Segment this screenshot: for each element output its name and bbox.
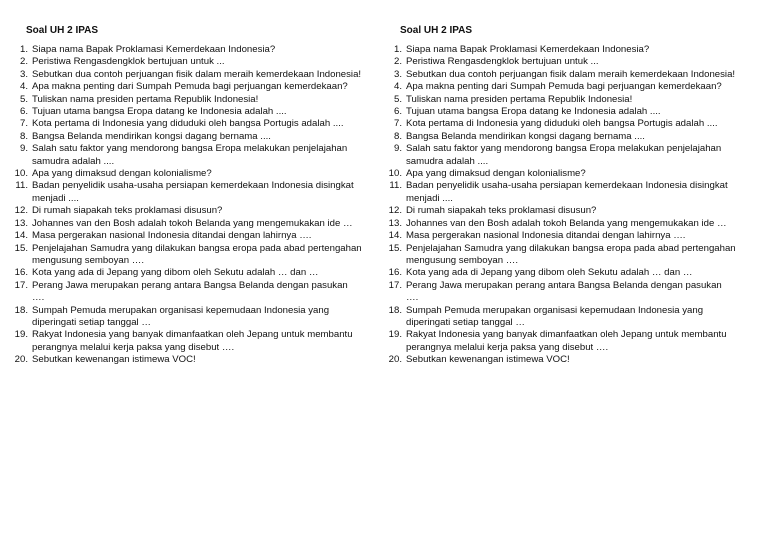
question-text: Apa makna penting dari Sumpah Pemuda bagi perjuangan kemerdekaan? [32,81,348,93]
list-item [384,354,736,366]
question-text: Rakyat Indonesia yang banyak dimanfaatkan oleh Jepang untuk membantu perangnya melalui kerja paksa yang disebut …. [32,329,353,353]
list-item [384,81,736,93]
question-sheet-left [10,24,362,367]
question-text: Tuliskan nama presiden pertama Republik Indonesia! [32,93,259,105]
question-text: Apa yang dimaksud dengan kolonialisme? [406,168,586,180]
question-number: 11. [15,180,28,192]
list-item [10,354,362,366]
question-number: 15. [14,242,28,254]
question-number: 19. [388,329,402,341]
question-number: 3. [393,68,402,80]
question-text: Johannes van den Bosh adalah tokoh Belanda yang mengemukakan ide … [32,217,353,229]
list-item [10,81,362,93]
question-text: Kota pertama di Indonesia yang diduduki oleh bangsa Portugis adalah .... [32,118,344,130]
list-item [10,56,362,68]
question-text: Tuliskan nama presiden pertama Republik Indonesia! [406,93,633,105]
question-text: Rakyat Indonesia yang banyak dimanfaatkan oleh Jepang untuk membantu perangnya melalui kerja paksa yang disebut …. [406,329,727,353]
list-item [384,131,736,143]
question-text: Masa pergerakan nasional Indonesia ditandai dengan lahirnya …. [406,230,686,242]
question-number: 4. [19,81,28,93]
question-number: 16. [14,267,28,279]
list-item [10,243,362,268]
question-text: Perang Jawa merupakan perang antara Bangsa Belanda dengan pasukan …. [406,279,722,304]
question-sheet-right [384,24,736,367]
list-item [10,94,362,106]
question-number: 7. [393,118,402,130]
list-item [10,118,362,130]
sheet-title: Soal UH 2 IPAS [26,25,99,36]
question-text: Bangsa Belanda mendirikan kongsi dagang bernama .... [32,130,271,142]
question-text: Sebutkan dua contoh perjuangan fisik dalam meraih kemerdekaan Indonesia! [406,68,736,80]
question-text: Siapa nama Bapak Proklamasi Kemerdekaan Indonesia? [406,44,650,55]
question-number: 13. [388,217,402,229]
question-list [10,44,362,367]
question-text: Johannes van den Bosh adalah tokoh Belanda yang mengemukakan ide … [406,217,727,229]
question-list [384,44,736,367]
question-number: 2. [19,56,28,68]
question-number: 18. [388,304,402,316]
question-number: 19. [14,329,28,341]
list-item [10,280,362,305]
question-number: 1. [393,44,402,55]
question-text: Penjelajahan Samudra yang dilakukan bangsa eropa pada abad pertengahan mengusung semboyan …. [406,242,736,266]
list-item [384,329,736,354]
question-number: 11. [389,180,402,192]
question-text: Peristiwa Rengasdengklok bertujuan untuk ... [406,56,599,68]
question-number: 17. [14,279,28,291]
question-text: Siapa nama Bapak Proklamasi Kemerdekaan Indonesia? [32,44,276,55]
question-text: Sebutkan kewenangan istimewa VOC! [406,354,570,366]
question-number: 8. [19,130,28,142]
question-number: 12. [14,205,28,217]
list-item [10,180,362,205]
list-item [384,243,736,268]
question-text: Kota yang ada di Jepang yang dibom oleh Sekutu adalah … dan … [32,267,319,279]
list-item [10,168,362,180]
list-item [384,180,736,205]
question-text: Sebutkan kewenangan istimewa VOC! [32,354,196,366]
list-item [384,106,736,118]
list-item [10,329,362,354]
question-text: Peristiwa Rengasdengklok bertujuan untuk ... [32,56,225,68]
list-item [384,168,736,180]
question-text: Di rumah siapakah teks proklamasi disusun? [406,205,597,217]
list-item [384,218,736,230]
list-item [10,230,362,242]
list-item [10,143,362,168]
question-text: Masa pergerakan nasional Indonesia ditandai dengan lahirnya …. [32,230,312,242]
question-number: 14. [14,230,28,242]
list-item [10,205,362,217]
question-number: 4. [393,81,402,93]
question-text: Salah satu faktor yang mendorong bangsa Eropa melakukan penjelajahan samudra adalah .... [32,143,348,167]
question-number: 1. [19,44,28,55]
question-number: 20. [14,354,28,366]
sheet-title: Soal UH 2 IPAS [400,25,473,36]
question-number: 3. [19,68,28,80]
question-number: 7. [19,118,28,130]
list-item [384,69,736,81]
list-item [10,44,362,56]
question-text: Sebutkan dua contoh perjuangan fisik dalam meraih kemerdekaan Indonesia! [32,68,362,80]
list-item [384,305,736,330]
list-item [384,56,736,68]
question-number: 16. [388,267,402,279]
question-number: 14. [388,230,402,242]
list-item [10,106,362,118]
question-text: Di rumah siapakah teks proklamasi disusun? [32,205,223,217]
question-text: Sumpah Pemuda merupakan organisasi kepemudaan Indonesia yang diperingati setiap tanggal … [32,304,330,328]
question-text: Penjelajahan Samudra yang dilakukan bangsa eropa pada abad pertengahan mengusung semboyan …. [32,242,362,266]
question-text: Tujuan utama bangsa Eropa datang ke Indonesia adalah .... [406,106,661,118]
question-text: Perang Jawa merupakan perang antara Bangsa Belanda dengan pasukan …. [32,279,348,304]
list-item [384,205,736,217]
list-item [10,305,362,330]
question-text: Tujuan utama bangsa Eropa datang ke Indonesia adalah .... [32,106,287,118]
question-text: Badan penyelidik usaha-usaha persiapan kemerdekaan Indonesia disingkat menjadi .... [406,180,728,204]
list-item [384,267,736,279]
list-item [10,218,362,230]
question-number: 18. [14,304,28,316]
list-item [384,44,736,56]
question-number: 13. [14,217,28,229]
question-number: 17. [388,279,402,291]
question-number: 5. [19,93,28,105]
question-number: 6. [393,106,402,118]
list-item [384,280,736,305]
list-item [10,267,362,279]
question-text: Apa yang dimaksud dengan kolonialisme? [32,168,212,180]
question-number: 15. [388,242,402,254]
question-text: Sumpah Pemuda merupakan organisasi kepemudaan Indonesia yang diperingati setiap tanggal … [406,304,704,328]
list-item [384,230,736,242]
question-text: Bangsa Belanda mendirikan kongsi dagang bernama .... [406,130,645,142]
list-item [384,118,736,130]
question-number: 12. [388,205,402,217]
list-item [10,69,362,81]
question-number: 20. [388,354,402,366]
list-item [10,131,362,143]
question-text: Apa makna penting dari Sumpah Pemuda bagi perjuangan kemerdekaan? [406,81,722,93]
question-number: 8. [393,130,402,142]
question-number: 10. [388,168,402,180]
question-number: 6. [19,106,28,118]
list-item [384,94,736,106]
question-text: Salah satu faktor yang mendorong bangsa Eropa melakukan penjelajahan samudra adalah .... [406,143,722,167]
question-text: Kota yang ada di Jepang yang dibom oleh Sekutu adalah … dan … [406,267,693,279]
question-number: 9. [393,143,402,155]
question-text: Kota pertama di Indonesia yang diduduki oleh bangsa Portugis adalah .... [406,118,718,130]
question-text: Badan penyelidik usaha-usaha persiapan kemerdekaan Indonesia disingkat menjadi .... [32,180,354,204]
question-number: 2. [393,56,402,68]
question-number: 5. [393,93,402,105]
list-item [384,143,736,168]
question-number: 10. [14,168,28,180]
question-number: 9. [19,143,28,155]
